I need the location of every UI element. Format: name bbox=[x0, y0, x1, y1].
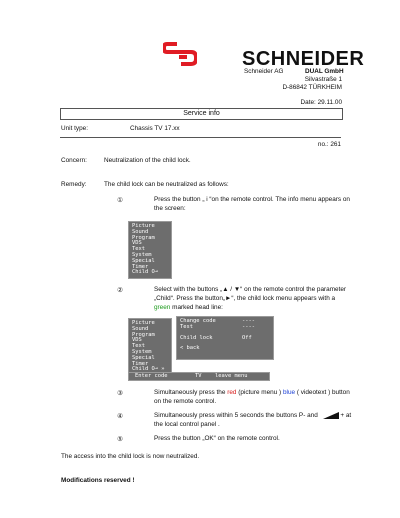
step-3-post: ( videotext ) button bbox=[295, 389, 350, 396]
child-lock-value: Off bbox=[242, 335, 252, 341]
closing-text: The access into the child lock is now neutralized. bbox=[61, 453, 200, 460]
menu-row-test bbox=[180, 325, 270, 331]
step-1-number: ① bbox=[117, 197, 123, 204]
menu-item: Picture bbox=[132, 320, 155, 326]
remedy-label: Remedy: bbox=[61, 181, 87, 188]
unit-value: Chassis TV 17.xx bbox=[130, 125, 180, 132]
step-2-line3-post: marked head line: bbox=[170, 304, 223, 311]
step-4-line1 bbox=[154, 412, 351, 420]
test-label: Test bbox=[180, 324, 193, 330]
menu-item: Timer bbox=[132, 360, 149, 367]
page-title: Service info bbox=[183, 110, 220, 117]
step-3-number: ③ bbox=[117, 390, 123, 397]
company-name: Schneider AG bbox=[244, 68, 284, 75]
menu-item: Picture bbox=[132, 223, 155, 229]
back-item: < back bbox=[180, 345, 200, 351]
remedy-intro: The child lock can be neutralized as follows: bbox=[104, 181, 229, 188]
blue-word: blue bbox=[282, 389, 296, 396]
menu-item: Program bbox=[132, 234, 155, 241]
step-3-pre: Simultaneously press the bbox=[154, 389, 228, 396]
menu-item: Program bbox=[132, 331, 155, 338]
red-word: red bbox=[227, 389, 237, 396]
change-code-value: ---- bbox=[242, 318, 255, 324]
menu-item: Child O⊸ » bbox=[132, 366, 165, 373]
menu-item: Special bbox=[132, 257, 155, 264]
step-5-line1: Press the button „OK“ on the remote control. bbox=[154, 435, 280, 442]
menu-item: Text bbox=[132, 246, 145, 253]
step-4-post: + at bbox=[338, 412, 352, 420]
footer-enter-code: Enter code bbox=[135, 373, 168, 379]
step-3-line2: on the remote control. bbox=[154, 398, 217, 405]
step-4-line2: the local control panel . bbox=[154, 421, 220, 428]
menu-item: Special bbox=[132, 354, 155, 361]
step-5-number: ⑤ bbox=[117, 436, 123, 443]
concern-value: Neutralization of the child lock. bbox=[104, 157, 191, 164]
step-1-line1: Press the button „ i “on the remote control. The info menu appears on bbox=[154, 196, 350, 203]
volume-icon bbox=[323, 412, 339, 419]
date: Date: 29.11.00 bbox=[300, 99, 342, 106]
menu-item: Timer bbox=[132, 263, 149, 270]
step-1-line2: the screen: bbox=[154, 205, 186, 212]
menu-row-child-lock bbox=[180, 336, 270, 342]
menu-item: VDS bbox=[132, 240, 142, 247]
step-4-number: ④ bbox=[117, 413, 123, 420]
step-2-line3 bbox=[154, 304, 223, 312]
modifications-reserved: Modifications reserved ! bbox=[61, 477, 135, 484]
menu-item: Child O⊸ bbox=[132, 269, 158, 276]
menu-item: System bbox=[132, 251, 152, 258]
menu-item: Sound bbox=[132, 325, 149, 332]
step-4-text: Simultaneously press within 5 seconds the buttons P- and bbox=[154, 412, 318, 420]
menu-item: System bbox=[132, 348, 152, 355]
title-box bbox=[60, 108, 343, 120]
child-lock-menu-left bbox=[128, 318, 172, 376]
concern-label: Concern: bbox=[61, 157, 87, 164]
divider bbox=[60, 137, 341, 138]
step-2-line2: „Child“. Press the button„►“, the child lock menu appears with a bbox=[154, 295, 336, 302]
green-word: green bbox=[154, 304, 171, 311]
child-lock-label: Child lock bbox=[180, 335, 213, 341]
step-3-line1 bbox=[154, 389, 350, 397]
info-menu bbox=[128, 221, 172, 279]
address-street: Silvastraße 1 bbox=[304, 76, 342, 83]
menu-item: VDS bbox=[132, 337, 142, 344]
dual-name: DUAL GmbH bbox=[305, 68, 344, 75]
menu-footer bbox=[128, 372, 270, 381]
document-number: no.: 261 bbox=[317, 141, 341, 148]
child-lock-menu-right bbox=[176, 316, 274, 360]
step-3-mid: (picture menu ) bbox=[236, 389, 283, 396]
menu-item: Sound bbox=[132, 228, 149, 235]
test-value: ---- bbox=[242, 324, 255, 330]
change-code-label: Change code bbox=[180, 318, 216, 324]
step-2-line1: Select with the buttons „▲ / ▼“ on the remote control the parameter bbox=[154, 286, 347, 293]
address-city: D-86842 TÜRKHEIM bbox=[282, 84, 342, 91]
unit-label: Unit type: bbox=[61, 125, 88, 132]
menu-item: Text bbox=[132, 343, 145, 350]
footer-leave-menu: leave menu bbox=[215, 373, 248, 379]
schneider-logo-icon bbox=[163, 42, 197, 66]
brand-name: SCHNEIDER bbox=[242, 48, 365, 70]
step-2-number: ② bbox=[117, 287, 123, 294]
footer-tv: TV bbox=[195, 373, 202, 379]
